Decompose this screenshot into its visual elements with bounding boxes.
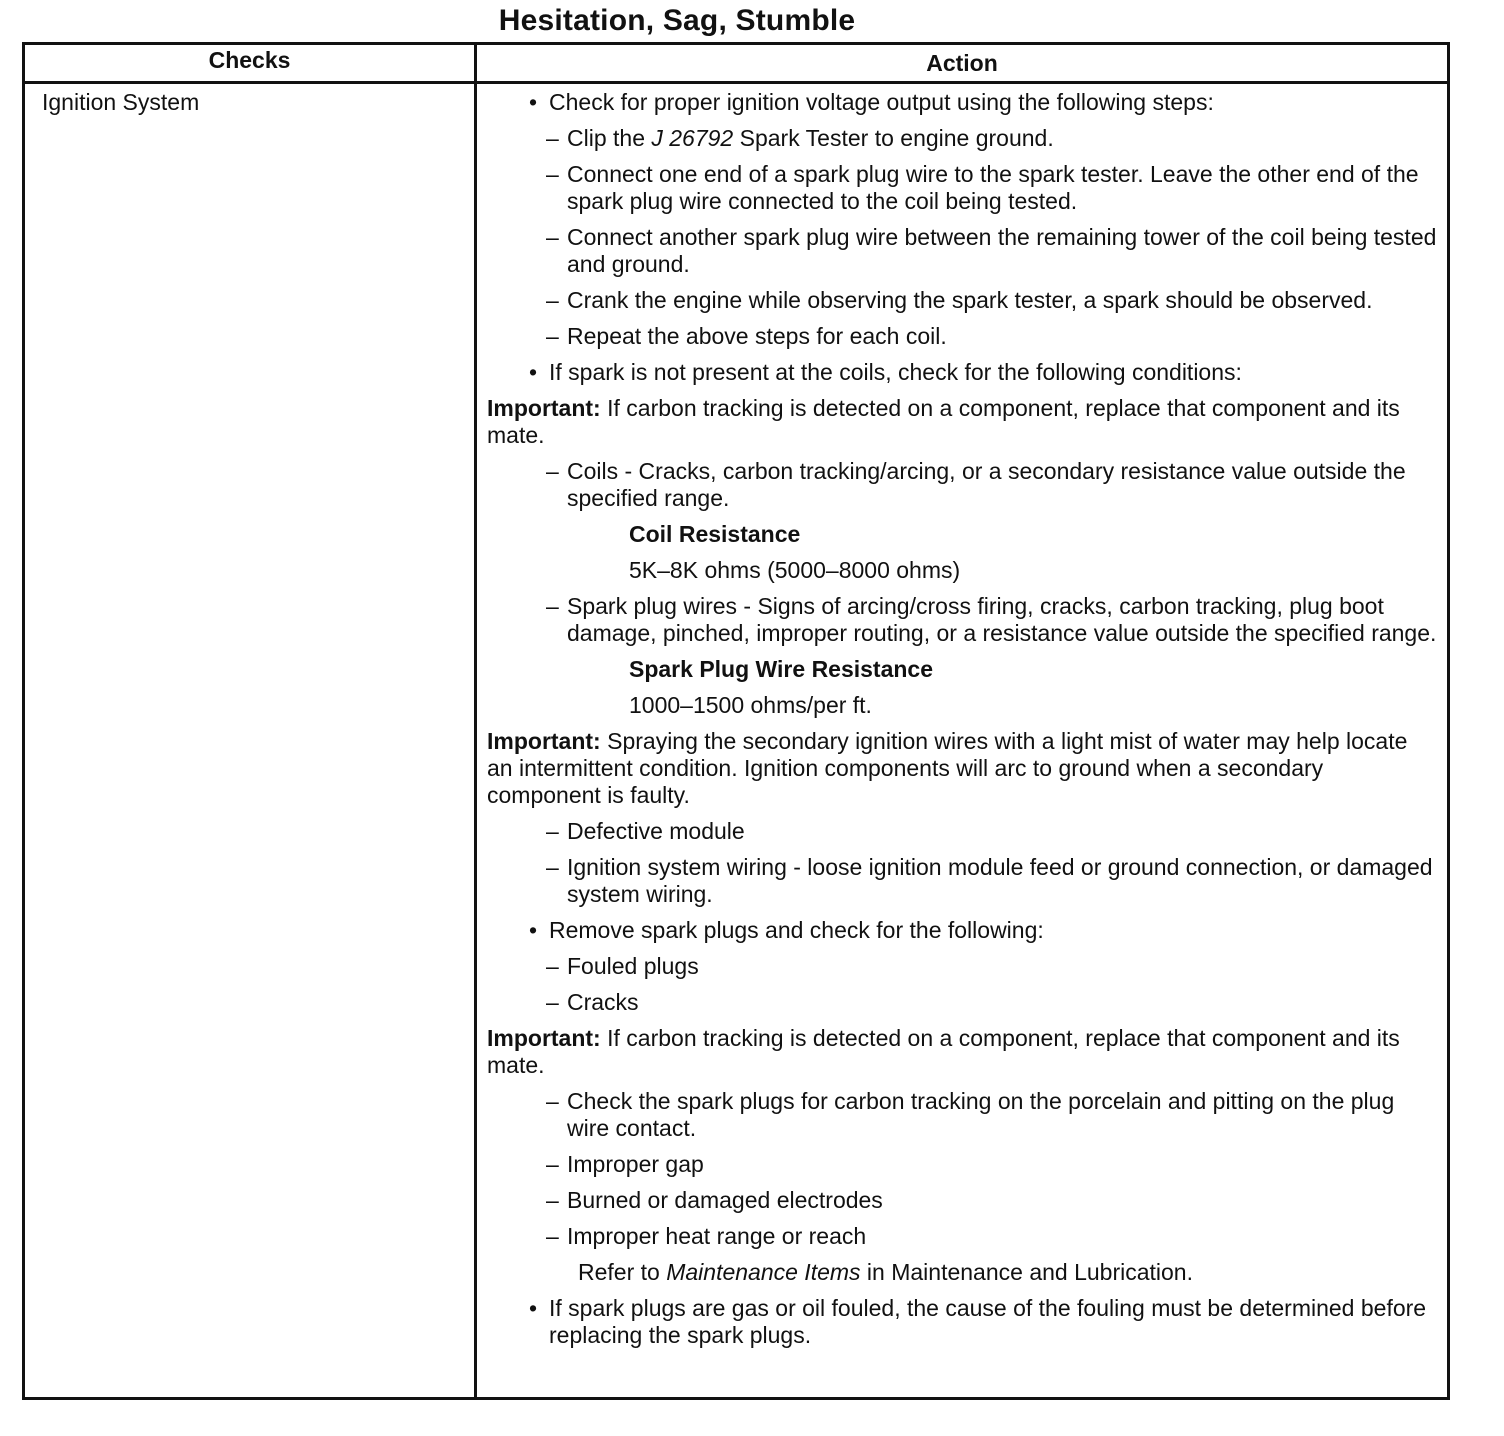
sub-text: Repeat the above steps for each coil. — [567, 323, 947, 349]
sub-text: Defective module — [567, 818, 745, 844]
dash-marker: – — [546, 593, 559, 619]
maintenance-items-reference: Maintenance Items — [666, 1259, 861, 1285]
sub-item — [487, 989, 1437, 1016]
sub-text: Connect one end of a spark plug wire to the spark tester. Leave the other end of the spark plug wire connected to the coil being tested. — [567, 161, 1419, 214]
sub-text: Check the spark plugs for carbon tracking on the porcelain and pitting on the plug wire contact. — [567, 1088, 1395, 1141]
sub-item — [487, 224, 1437, 278]
sub-item — [487, 1088, 1437, 1142]
bullet-text: Check for proper ignition voltage output using the following steps: — [549, 89, 1214, 115]
sub-text: Improper gap — [567, 1151, 704, 1177]
checks-column-header: Checks — [208, 47, 291, 73]
important-note — [487, 395, 1437, 449]
column-divider — [474, 45, 477, 1397]
sub-text: Improper heat range or reach — [567, 1223, 867, 1249]
sub-text: Spark Tester to engine ground. — [733, 125, 1054, 151]
bullet-marker: • — [529, 359, 538, 385]
bullet-item — [487, 917, 1437, 944]
bullet-item — [487, 1295, 1437, 1349]
spec-heading: Spark Plug Wire Resistance — [629, 656, 934, 682]
sub-item — [487, 818, 1437, 845]
dash-marker: – — [546, 458, 559, 484]
spec-value: 1000–1500 ohms/per ft. — [629, 692, 872, 718]
dash-marker: – — [546, 953, 559, 979]
bullet-marker: • — [529, 1295, 538, 1321]
bullet-marker: • — [529, 89, 538, 115]
spec-heading: Coil Resistance — [629, 521, 801, 547]
sub-text: Clip the — [567, 125, 652, 151]
bullet-text: If spark plugs are gas or oil fouled, the cause of the fouling must be determined before replacing the spark plugs. — [549, 1295, 1427, 1348]
sub-text: Connect another spark plug wire between the remaining tower of the coil being tested and ground. — [567, 224, 1437, 277]
sub-item — [487, 125, 1437, 152]
diagnostic-table — [22, 42, 1450, 1400]
sub-item — [487, 323, 1437, 350]
reference-note — [487, 1259, 1437, 1286]
note-text: in Maintenance and Lubrication. — [860, 1259, 1193, 1285]
dash-marker: – — [546, 1223, 559, 1249]
bullet-item — [487, 89, 1437, 116]
important-text: If carbon tracking is detected on a component, replace that component and its mate. — [487, 395, 1400, 448]
dash-marker: – — [546, 854, 559, 880]
spec-value: 5K–8K ohms (5000–8000 ohms) — [629, 557, 961, 583]
sub-item — [487, 161, 1437, 215]
sub-item — [487, 458, 1437, 512]
important-text: If carbon tracking is detected on a component, replace that component and its mate. — [487, 1025, 1400, 1078]
tool-number: J 26792 — [651, 125, 734, 151]
important-label: Important: — [487, 395, 601, 421]
sub-item — [487, 953, 1437, 980]
bullet-text: If spark is not present at the coils, check for the following conditions: — [549, 359, 1242, 385]
sub-item — [487, 1151, 1437, 1178]
action-column-header: Action — [926, 50, 998, 76]
dash-marker: – — [546, 161, 559, 187]
dash-marker: – — [546, 125, 559, 151]
sub-text: Crank the engine while observing the spark tester, a spark should be observed. — [567, 287, 1373, 313]
bullet-item — [487, 359, 1437, 386]
important-label: Important: — [487, 728, 601, 754]
sub-item — [487, 593, 1437, 647]
sub-item — [487, 1187, 1437, 1214]
bullet-marker: • — [529, 917, 538, 943]
dash-marker: – — [546, 1088, 559, 1114]
dash-marker: – — [546, 323, 559, 349]
sub-text: Spark plug wires - Signs of arcing/cross firing, cracks, carbon tracking, plug boot damage, pinched, improper routing, or a resistance value outside the specified range. — [567, 593, 1437, 646]
sub-item — [487, 287, 1437, 314]
checks-cell: Ignition System — [42, 89, 200, 115]
dash-marker: – — [546, 1187, 559, 1213]
important-label: Important: — [487, 1025, 601, 1051]
dash-marker: – — [546, 287, 559, 313]
dash-marker: – — [546, 989, 559, 1015]
sub-text: Ignition system wiring - loose ignition module feed or ground connection, or damaged system wiring. — [567, 854, 1433, 907]
sub-text: Fouled plugs — [567, 953, 699, 979]
sub-item — [487, 854, 1437, 908]
dash-marker: – — [546, 818, 559, 844]
important-note — [487, 1025, 1437, 1079]
important-text: Spraying the secondary ignition wires with a light mist of water may help locate an intermittent condition. Ignition components will arc to ground when a secondary component is faulty. — [487, 728, 1408, 808]
sub-item — [487, 1223, 1437, 1250]
important-note — [487, 728, 1437, 809]
dash-marker: – — [546, 1151, 559, 1177]
note-text: Refer to — [578, 1259, 667, 1285]
bullet-text: Remove spark plugs and check for the following: — [549, 917, 1044, 943]
sub-text: Coils - Cracks, carbon tracking/arcing, or a secondary resistance value outside the specified range. — [567, 458, 1406, 511]
sub-text: Cracks — [567, 989, 639, 1015]
header-rule — [25, 81, 1447, 84]
sub-text: Burned or damaged electrodes — [567, 1187, 883, 1213]
page-title: Hesitation, Sag, Stumble — [498, 4, 856, 37]
action-cell — [487, 89, 1437, 1358]
dash-marker: – — [546, 224, 559, 250]
